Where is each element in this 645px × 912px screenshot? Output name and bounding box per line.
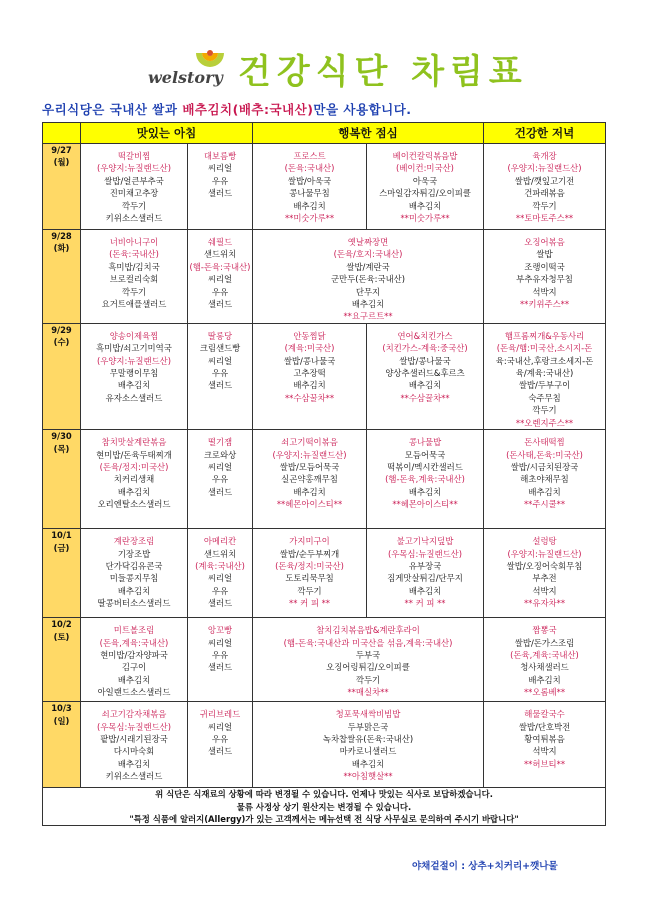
dish-name: 해물칼국수 bbox=[524, 709, 565, 720]
date-cell bbox=[43, 529, 81, 618]
menu-item: 배추김치 bbox=[351, 299, 385, 310]
dish-name: 청포묵새싹비빔밥 bbox=[335, 709, 401, 720]
menu-item: 녹차찹쌀유(돈육:국내산) bbox=[322, 733, 414, 744]
lunch-a-cell bbox=[253, 323, 367, 429]
menu-item: ** 커 피 ** bbox=[404, 598, 446, 609]
menu-item: (햄-돈육,계육:국내산) bbox=[385, 474, 465, 485]
breakfast-bread-cell bbox=[188, 618, 253, 702]
menu-item: 배추김치 bbox=[293, 486, 326, 497]
lunch-b-cell bbox=[367, 144, 484, 230]
menu-item: (우목심:뉴질랜드산) bbox=[387, 548, 463, 559]
dinner-cell bbox=[484, 144, 606, 230]
page-title: 건강식단 차림표 bbox=[238, 52, 528, 92]
dish-name: 양송이제육찜 bbox=[109, 330, 159, 341]
menu-table bbox=[42, 122, 606, 826]
menu-item: (돈육/호지:국내산) bbox=[333, 249, 403, 260]
dish-name: 귀리브레드 bbox=[199, 709, 241, 720]
menu-item: 깍두기 bbox=[297, 585, 322, 596]
menu-item: 배추김치 bbox=[117, 380, 151, 391]
menu-item: 쌀밥/순두부찌개 bbox=[279, 548, 340, 559]
menu-item: 씨리얼 bbox=[207, 721, 233, 732]
menu-item: 샌드위치 bbox=[203, 548, 237, 559]
dinner-cell bbox=[484, 618, 606, 702]
weekday-label: (화) bbox=[53, 243, 70, 254]
menu-item: 오리엔탈소스샐러드 bbox=[97, 499, 171, 510]
menu-item: 조랭이떡국 bbox=[524, 261, 565, 272]
menu-item: 도토리묵무침 bbox=[285, 573, 334, 584]
dish-name: 계란장조림 bbox=[113, 536, 155, 547]
menu-item: 쌀밥/계란국 bbox=[346, 261, 390, 272]
lunch-a-cell bbox=[253, 529, 367, 618]
menu-item: 두부국 bbox=[355, 649, 381, 660]
menu-item: 쌀밥/콩나물국 bbox=[399, 355, 451, 366]
menu-item: 기장조밥 bbox=[117, 548, 151, 559]
menu-item: 샐러드 bbox=[207, 746, 233, 757]
dish-name: 쇠고기떡이볶음 bbox=[281, 437, 338, 448]
menu-item: ** 커 피 ** bbox=[289, 598, 330, 609]
dinner-cell bbox=[484, 323, 606, 429]
menu-item: **허브티** bbox=[523, 758, 566, 769]
menu-item: **요구르트** bbox=[343, 311, 393, 322]
menu-item: (돈사태,돈육:미국산) bbox=[506, 449, 583, 460]
breakfast-main-cell bbox=[81, 323, 188, 429]
menu-item: 쌀밥/오징어숙회무침 bbox=[506, 560, 583, 571]
date-label: 10/1 bbox=[51, 530, 72, 541]
menu-item: 부추유자청무침 bbox=[516, 274, 573, 285]
menu-item: **수삼꿀차** bbox=[400, 392, 450, 403]
menu-item: 쌀밥/아욱국 bbox=[287, 175, 332, 186]
breakfast-bread-cell bbox=[188, 144, 253, 230]
menu-item: 쌀밥/두부구이 bbox=[518, 380, 571, 391]
menu-item: **토마토주스** bbox=[515, 213, 574, 224]
menu-item: **헤몬아이스티** bbox=[392, 499, 458, 510]
dinner-cell bbox=[484, 702, 606, 788]
menu-item: 짐게맛살튀김/단무지 bbox=[387, 573, 463, 584]
menu-item: (우목심:뉴질랜드산) bbox=[96, 721, 172, 732]
breakfast-main-cell bbox=[81, 144, 188, 230]
menu-item: 샐러드 bbox=[207, 486, 233, 497]
date-label: 10/2 bbox=[51, 619, 72, 630]
menu-item: 단무지 bbox=[355, 286, 381, 297]
menu-item: 무말랭이무침 bbox=[109, 368, 159, 379]
dish-name: 아메리칸 bbox=[203, 536, 237, 547]
menu-item: 배추김치 bbox=[408, 200, 442, 211]
menu-item: 황여튀볶음 bbox=[524, 733, 565, 744]
day-row bbox=[43, 702, 606, 788]
menu-item: 배추김치 bbox=[293, 200, 326, 211]
menu-item: (햄-돈육:국내산과 미국산을 섞음,계육:국내산) bbox=[283, 637, 453, 648]
menu-item: 배추김치 bbox=[117, 674, 151, 685]
menu-item: 실곤약홍깨무침 bbox=[281, 474, 338, 485]
menu-item: 샐러드 bbox=[207, 188, 233, 199]
dish-name: 육개장 bbox=[532, 151, 557, 161]
menu-item: 팥밥/시래기된장국 bbox=[100, 733, 168, 744]
dish-name: 미트볼조림 bbox=[113, 625, 155, 636]
dinner-header: 건강한 저녁 bbox=[484, 123, 606, 144]
dish-name: 가지미구이 bbox=[289, 536, 330, 547]
menu-item: 아일랜드소스샐러드 bbox=[97, 687, 171, 698]
menu-item: 석박지 bbox=[532, 585, 557, 596]
menu-item: 쌀밥 bbox=[536, 249, 553, 260]
menu-item: 유자소스샐러드 bbox=[105, 392, 163, 403]
menu-item: 쌀밥/단호박전 bbox=[518, 721, 571, 732]
dish-name: 앙꼬빵 bbox=[207, 625, 233, 636]
dish-name: 너비아니구이 bbox=[109, 237, 159, 247]
menu-item: **매실차** bbox=[347, 687, 389, 698]
footer-line-1: 위 식단은 식재료의 상황에 따라 변경될 수 있습니다. 언제나 맛있는 식사로 보답하겠습니다. bbox=[155, 789, 493, 800]
menu-item: 딸콩버터소스샐러드 bbox=[97, 598, 171, 609]
notice-text-end: 만을 사용합니다. bbox=[313, 102, 412, 117]
breakfast-bread-cell bbox=[188, 702, 253, 788]
footer-line-3: "특정 식품에 알러지(Allergy)가 있는 고객께서는 메뉴선택 전 식당 사무실로 문의하여 주시기 바랍니다" bbox=[129, 813, 519, 824]
menu-item: 스마일감자튀김/오이피클 bbox=[379, 188, 471, 199]
menu-item: 다시마숙회 bbox=[113, 746, 155, 757]
date-label: 9/28 bbox=[51, 231, 72, 241]
weekday-label: (월) bbox=[53, 157, 70, 168]
notice-highlight: 배추김치(배추:국내산) bbox=[182, 102, 314, 117]
menu-item: (돈육:국내산) bbox=[284, 163, 335, 174]
dish-name: 불고기낙지덮밥 bbox=[396, 536, 454, 547]
lunch-header: 행복한 점심 bbox=[253, 123, 484, 144]
menu-item: (우양지:뉴질랜드산) bbox=[507, 163, 582, 174]
dish-name: 쇠고기감자채볶음 bbox=[101, 709, 167, 720]
menu-item: 배추김치 bbox=[528, 486, 561, 497]
menu-item: (햄-돈육:국내산) bbox=[189, 261, 251, 272]
menu-item: 깍두기 bbox=[355, 674, 381, 685]
menu-item: 콩나물무침 bbox=[289, 188, 330, 199]
dinner-cell bbox=[484, 430, 606, 529]
breakfast-header: 맛있는 아침 bbox=[81, 123, 253, 144]
menu-item: 우유 bbox=[211, 286, 229, 297]
date-label: 10/3 bbox=[51, 703, 72, 714]
dish-name: 짬뽕국 bbox=[532, 625, 557, 636]
breakfast-main-cell bbox=[81, 702, 188, 788]
menu-item: 배추김치 bbox=[293, 380, 326, 391]
menu-item: 오징어링튀김/오이피클 bbox=[326, 662, 410, 673]
menu-item: 요거트애플샐러드 bbox=[101, 299, 167, 310]
menu-item: **키위주스** bbox=[519, 299, 570, 310]
menu-item: (돈육,계육:국내산) bbox=[510, 649, 579, 660]
brand-name: welstory bbox=[148, 68, 223, 87]
menu-item: (돈육/햄:미국산,소시지-돈 bbox=[496, 343, 593, 354]
menu-item: (돈육:국내산) bbox=[109, 249, 159, 260]
menu-item: 배추김치 bbox=[528, 674, 561, 685]
breakfast-main-cell bbox=[81, 430, 188, 529]
column-header-row bbox=[43, 123, 606, 144]
menu-item: (돈육,계육:국내산) bbox=[99, 637, 169, 648]
day-row bbox=[43, 230, 606, 324]
lunch-b-cell bbox=[367, 430, 484, 529]
menu-item: 씨리얼 bbox=[207, 163, 233, 174]
menu-item: 부추전 bbox=[532, 573, 557, 584]
date-label: 9/30 bbox=[51, 431, 72, 442]
menu-item: 흑미밥/쇠고기미역국 bbox=[96, 343, 172, 354]
menu-item: 흑미밥/김치국 bbox=[108, 261, 160, 272]
menu-item: 우유 bbox=[211, 733, 229, 744]
menu-item: (우양지:뉴질랜드산) bbox=[507, 548, 582, 559]
dinner-cell bbox=[484, 529, 606, 618]
menu-item: 배추김치 bbox=[117, 585, 151, 596]
dish-name: 대보름빵 bbox=[203, 151, 237, 161]
dish-name: 연어&치킨가스 bbox=[397, 330, 453, 341]
dish-name: 돈사태떡찜 bbox=[524, 437, 565, 448]
dish-name: 딸롱당 bbox=[207, 330, 233, 341]
menu-item: 마카로니샐러드 bbox=[339, 746, 397, 757]
menu-item: **오롬베** bbox=[523, 687, 566, 698]
breakfast-bread-cell bbox=[188, 230, 253, 324]
date-cell bbox=[43, 144, 81, 230]
day-row bbox=[43, 529, 606, 618]
menu-item: **수삼꿀차** bbox=[284, 392, 335, 403]
menu-item: 배추김치 bbox=[117, 486, 151, 497]
menu-item: 배추김치 bbox=[408, 380, 442, 391]
menu-item: 아욱국 bbox=[412, 175, 438, 186]
menu-item: 쌀밥/콩나물국 bbox=[283, 355, 336, 366]
menu-item: **오렌지주스** bbox=[515, 417, 574, 428]
weekday-label: (목) bbox=[53, 443, 70, 454]
footer-line-2: 물류 사정상 상기 원산지는 변경될 수 있습니다. bbox=[236, 801, 412, 812]
dish-name: 베이컨칼릭볶음밥 bbox=[392, 151, 458, 161]
menu-item: 진미채고추장 bbox=[109, 188, 159, 199]
dish-name: 오징어볶음 bbox=[524, 237, 565, 247]
menu-item: 우유 bbox=[211, 649, 229, 660]
date-label: 9/29 bbox=[51, 324, 72, 335]
dish-name: 참치맛살계란볶음 bbox=[101, 437, 167, 448]
date-cell bbox=[43, 323, 81, 429]
menu-item: **미숫가루** bbox=[400, 213, 450, 224]
lunch-cell bbox=[253, 230, 484, 324]
date-cell bbox=[43, 618, 81, 702]
weekday-label: (수) bbox=[53, 337, 70, 348]
menu-item: 샐러드 bbox=[207, 662, 233, 673]
breakfast-main-cell bbox=[81, 230, 188, 324]
origin-notice bbox=[42, 100, 412, 118]
menu-item: (계육:국내산) bbox=[195, 560, 245, 571]
menu-item: 모듬어묵국 bbox=[404, 449, 446, 460]
dinner-cell bbox=[484, 230, 606, 324]
menu-item: 배추김치 bbox=[351, 758, 385, 769]
menu-item: 크로와상 bbox=[203, 449, 237, 460]
menu-item: 현미밥/돈육두태찌개 bbox=[96, 449, 172, 460]
weekday-label: (일) bbox=[53, 715, 70, 726]
dish-name: 안동찜닭 bbox=[293, 330, 326, 341]
menu-item: 단가닥김유콘국 bbox=[105, 560, 163, 571]
menu-item: (돈육/정지:미국산) bbox=[99, 461, 169, 472]
lunch-cell bbox=[253, 618, 484, 702]
menu-item: 떡볶이/멕시칸샐러드 bbox=[387, 461, 463, 472]
date-cell bbox=[43, 230, 81, 324]
weekday-label: (토) bbox=[53, 631, 70, 642]
weekday-label: (금) bbox=[53, 542, 70, 553]
menu-item: 현미밥/감자양파국 bbox=[100, 649, 168, 660]
menu-item: **유자차** bbox=[523, 598, 566, 609]
lunch-b-cell bbox=[367, 323, 484, 429]
menu-item: 쌀밥/시금치된장국 bbox=[510, 461, 579, 472]
header bbox=[0, 0, 645, 100]
menu-item: 쌀밥/깻잎고기전 bbox=[514, 175, 575, 186]
menu-item: 해초야채무침 bbox=[520, 474, 569, 485]
salad-note: 야채겉절이 : 상추+치커리+깻나물 bbox=[412, 861, 558, 872]
menu-item: 브로컬리숙회 bbox=[109, 274, 159, 285]
menu-item: 우유 bbox=[211, 368, 229, 379]
menu-item: 배추김치 bbox=[117, 758, 151, 769]
menu-item: 두부맑은국 bbox=[347, 721, 389, 732]
date-column-header bbox=[43, 123, 81, 144]
menu-item: 청사채샐러드 bbox=[520, 662, 569, 673]
dish-name: 떨기잼 bbox=[207, 437, 233, 448]
notice-text: 우리식당은 국내산 쌀과 bbox=[42, 102, 183, 117]
menu-item: 씨리얼 bbox=[207, 461, 233, 472]
menu-item: **미숫가루** bbox=[284, 213, 335, 224]
menu-item: 석박지 bbox=[532, 286, 557, 297]
menu-item: (우양지:뉴질랜드산) bbox=[96, 163, 172, 174]
menu-item: 씨리얼 bbox=[207, 637, 233, 648]
lunch-cell bbox=[253, 702, 484, 788]
menu-item: 씨리얼 bbox=[207, 355, 233, 366]
dish-name: 참치김치볶음밥&계란후라이 bbox=[316, 625, 420, 636]
menu-item: 배추김치 bbox=[408, 486, 442, 497]
day-row bbox=[43, 430, 606, 529]
menu-item: 고추장떡 bbox=[293, 368, 326, 379]
menu-item: 깍두기 bbox=[121, 286, 147, 297]
footer-row bbox=[43, 788, 606, 826]
dish-name: 떡갈비찜 bbox=[117, 151, 151, 161]
dish-name: 콩나물밥 bbox=[408, 437, 442, 448]
day-row bbox=[43, 323, 606, 429]
menu-item: 샐러드 bbox=[207, 380, 233, 391]
date-cell bbox=[43, 430, 81, 529]
menu-item: 씨리얼 bbox=[207, 274, 233, 285]
menu-item: 깍두기 bbox=[121, 200, 147, 211]
menu-item: 깍두기 bbox=[532, 405, 557, 416]
menu-item: 키위소스샐러드 bbox=[105, 771, 163, 782]
menu-item: 배추김치 bbox=[408, 585, 442, 596]
menu-item: 숙주무침 bbox=[528, 392, 561, 403]
menu-item: 샌드위치 bbox=[203, 249, 237, 260]
lunch-a-cell bbox=[253, 430, 367, 529]
menu-item: 우유 bbox=[211, 585, 229, 596]
menu-item: 석박지 bbox=[532, 746, 557, 757]
menu-item: 키위소스샐러드 bbox=[105, 213, 163, 224]
menu-item: 우유 bbox=[211, 175, 229, 186]
menu-item: 김구이 bbox=[121, 662, 147, 673]
dish-name: 프로스트 bbox=[293, 151, 326, 161]
menu-item: 육/계육:국내산) bbox=[515, 368, 574, 379]
menu-item: 쌀밥/얼큰부추국 bbox=[104, 175, 164, 186]
date-label: 9/27 bbox=[51, 145, 72, 155]
menu-item: 깍두기 bbox=[532, 200, 557, 211]
menu-item: **아침햇살** bbox=[343, 771, 393, 782]
menu-item: (베이컨:미국산) bbox=[396, 163, 454, 174]
menu-item: (우양지:뉴질랜드산) bbox=[96, 355, 172, 366]
menu-item: 군만두(돈육:국내산) bbox=[330, 274, 406, 285]
menu-item: (우양지:뉴질랜드산) bbox=[272, 449, 347, 460]
menu-item: 미들콩지무침 bbox=[109, 573, 159, 584]
breakfast-main-cell bbox=[81, 618, 188, 702]
menu-item: 건파래볶음 bbox=[524, 188, 565, 199]
menu-item: 샐러드 bbox=[207, 598, 233, 609]
breakfast-bread-cell bbox=[188, 323, 253, 429]
menu-item: (치킨가스-계육:중국산) bbox=[382, 343, 468, 354]
menu-item: 우유 bbox=[211, 474, 229, 485]
day-row bbox=[43, 144, 606, 230]
dish-name: 옛날짜장면 bbox=[347, 237, 389, 247]
menu-item: 크림샌드빵 bbox=[199, 343, 241, 354]
breakfast-bread-cell bbox=[188, 529, 253, 618]
menu-item: 치커리생채 bbox=[113, 474, 155, 485]
menu-item: 씨리얼 bbox=[207, 573, 233, 584]
dish-name: 쉐필드 bbox=[207, 237, 233, 247]
menu-item: 육:국내산,후랑크소세지-돈 bbox=[495, 355, 594, 366]
menu-item: 샐러드 bbox=[207, 299, 233, 310]
dish-name: 설렁탕 bbox=[532, 536, 557, 547]
menu-item: (계육:미국산) bbox=[284, 343, 335, 354]
dish-name: 햄프롬찌개&우동사리 bbox=[504, 330, 585, 341]
menu-item: (돈육/정지:미국산) bbox=[275, 560, 344, 571]
day-row bbox=[43, 618, 606, 702]
menu-item: 쌀밥/모듬어묵국 bbox=[279, 461, 340, 472]
breakfast-main-cell bbox=[81, 529, 188, 618]
breakfast-bread-cell bbox=[188, 430, 253, 529]
menu-item: 유부장국 bbox=[408, 560, 442, 571]
lunch-b-cell bbox=[367, 529, 484, 618]
menu-body bbox=[43, 144, 606, 788]
footer-notice bbox=[43, 788, 606, 826]
menu-item: **헤몬아이스티** bbox=[276, 499, 343, 510]
menu-item: **주시쿨** bbox=[523, 499, 566, 510]
menu-item: 양상추샐러드&후르츠 bbox=[385, 368, 465, 379]
menu-item: 쌀밥/돈가스조림 bbox=[514, 637, 575, 648]
date-cell bbox=[43, 702, 81, 788]
lunch-a-cell bbox=[253, 144, 367, 230]
